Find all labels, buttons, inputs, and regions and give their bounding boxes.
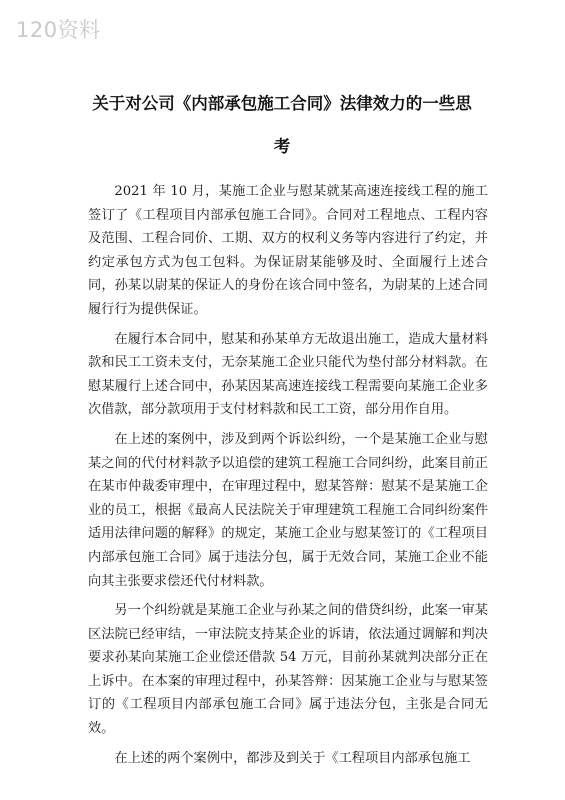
watermark-text: 120资料 — [16, 18, 101, 42]
paragraph-1: 2021 年 10 月，某施工企业与慰某就某高速连接线工程的施工签订了《工程项目内部承包施工合同》。合同对工程地点、工程内容及范围、工程合同价、工期、双方的权利义务等内容进行了约定，并约定承包方式为包工包料。为保证尉某能够及时、全面履行上述合同，孙某以尉某的保证人的身份在该合同中签名，为尉某的上述合同履行行为提供保证。 — [88, 184, 488, 317]
document-title-line-1: 关于对公司《内部承包施工合同》法律效力的一些思 — [92, 94, 472, 113]
paragraph-3: 在上述的案例中，涉及到两个诉讼纠纷，一个是某施工企业与慰某之间的代付材料款予以追偿的建筑工程施工合同纠纷，此案目前正在某市仲裁委审理中，在审理过程中，慰某答辩：慰某不是某施工企业的员工，根据《最高人民法院关于审理建筑工程施工合同纠纷案件适用法律问题的解释》的规定，某施工企业与慰某签订的《工程项目内部承包施工合同》属于违法分包，属于无效合同，某施工企业不能向其主张要求偿还代付材料款。 — [88, 431, 488, 589]
paragraph-2: 在履行本合同中，慰某和孙某单方无故退出施工，造成大量材料款和民工工资未支付，无奈某施工企业只能代为垫付部分材料款。在慰某履行上述合同中，孙某因某高速连接线工程需要向某施工企业多次借款，部分款项用于支付材料款和民工工资，部分用作自用。 — [88, 331, 488, 418]
document-body — [88, 180, 488, 770]
paragraph-4: 另一个纠纷就是某施工企业与孙某之间的借贷纠纷，此案一审某区法院已经审结，一审法院支持某企业的诉请，依法通过调解和判决要求孙某向某施工企业偿还借款 54 万元，目前孙某就判决部分正在上诉中。在本案的审理过程中，孙某答辩：因某施工企业与与慰某签订的《工程项目内部承包施工合同》属于违法分包，主张是合同无效。 — [88, 603, 488, 737]
document-title-line-2: 考 — [273, 137, 291, 156]
paragraph-5: 在上述的两个案例中，都涉及到关于《工程项目内部承包施工 — [114, 750, 471, 766]
